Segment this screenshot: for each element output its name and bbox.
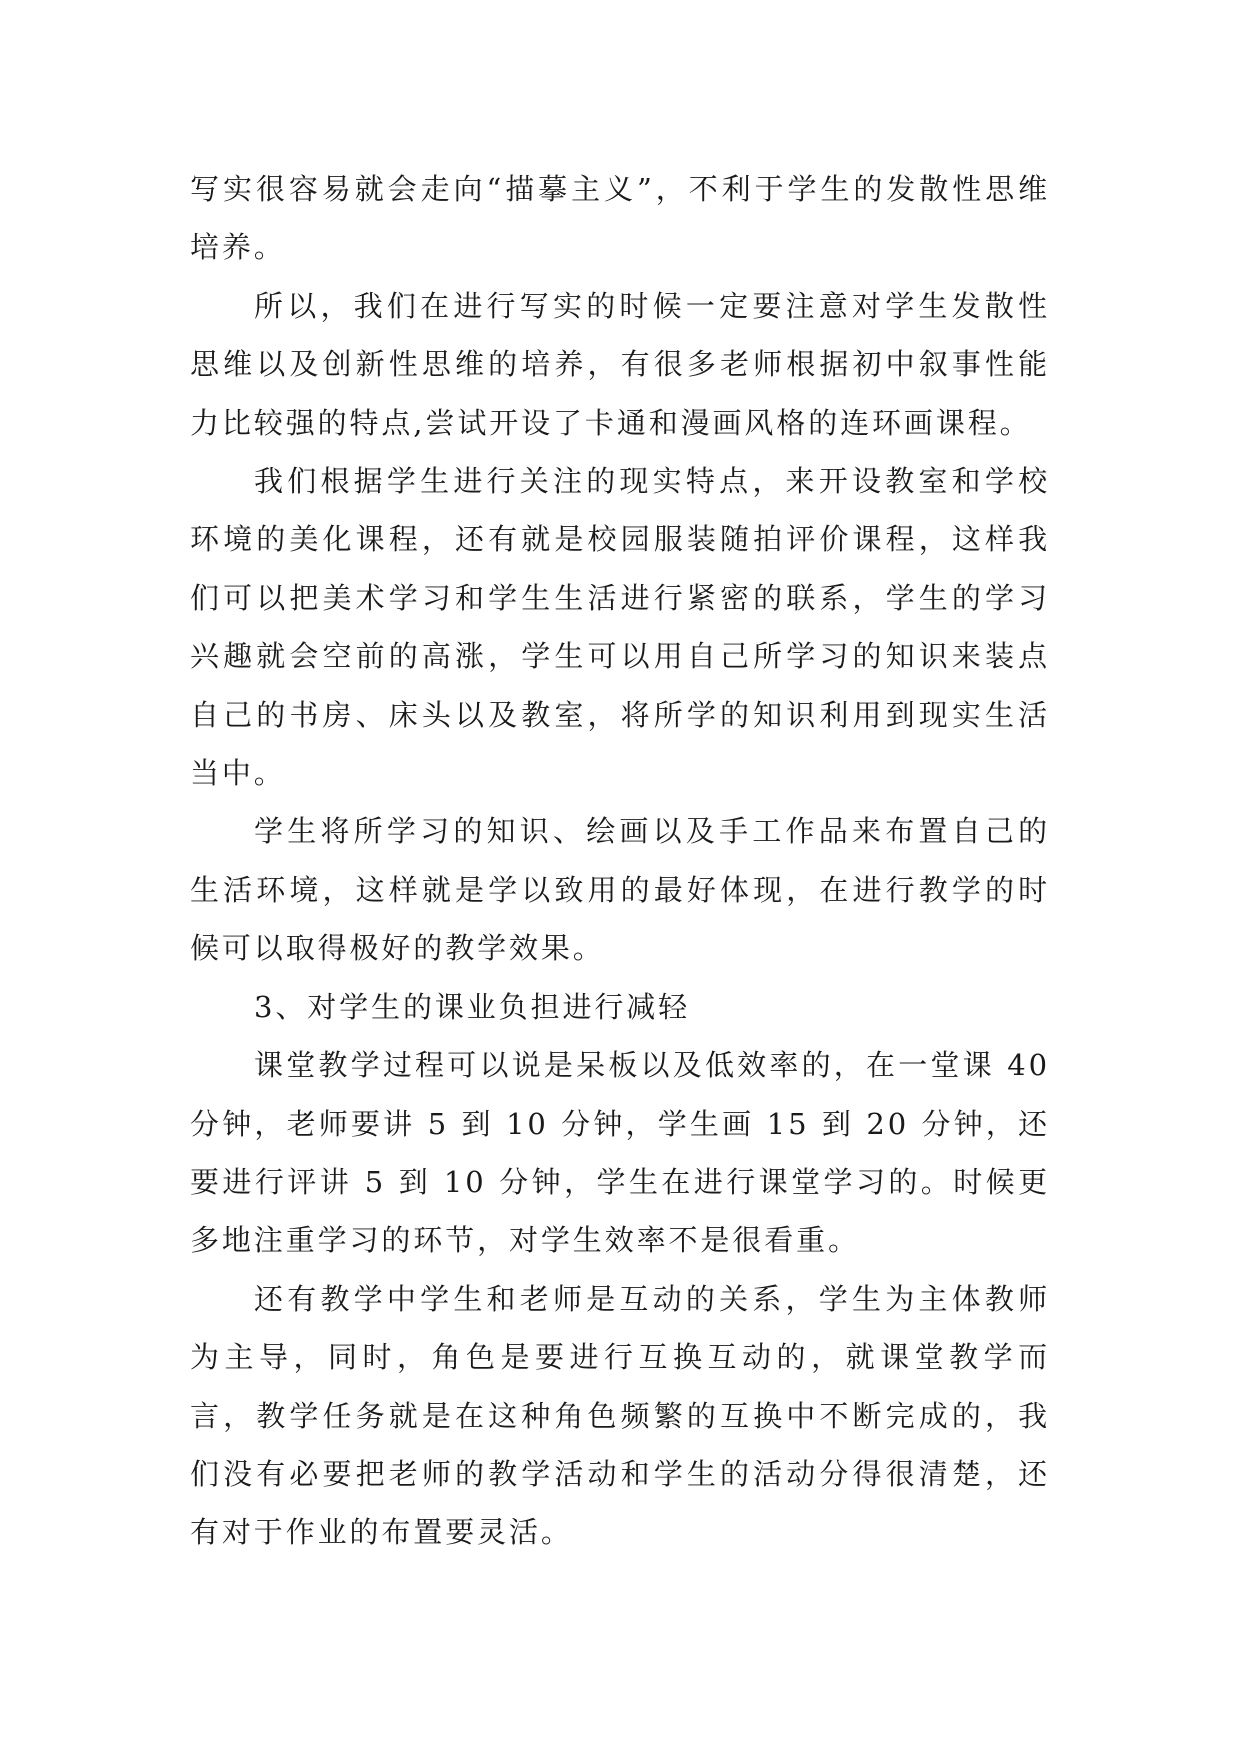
paragraph-2: 所以，我们在进行写实的时候一定要注意对学生发散性思维以及创新性思维的培养，有很多老师根据初中叙事性能力比较强的特点,尝试开设了卡通和漫画风格的连环画课程。 [190, 288, 1050, 440]
paragraph-5: 课堂教学过程可以说是呆板以及低效率的，在一堂课 40 分钟，老师要讲 5 到 10 分钟，学生画 15 到 20 分钟，还要进行评讲 5 到 10 分钟，学生在进行课堂学习的。时候更多地注重学习的环节，对学生效率不是很看重。 [190, 1048, 1050, 1258]
paragraph-6: 还有教学中学生和老师是互动的关系，学生为主体教师为主导，同时，角色是要进行互换互动的，就课堂教学而言，教学任务就是在这种角色频繁的互换中不断完成的，我们没有必要把老师的教学活动和学生的活动分得很清楚，还有对于作业的布置要灵活。 [190, 1281, 1050, 1550]
document-body [190, 160, 1050, 1562]
paragraph-1: 写实很容易就会走向“描摹主义”，不利于学生的发散性思维培养。 [190, 172, 1050, 265]
section-heading: 3、对学生的课业负担进行减轻 [254, 989, 691, 1024]
paragraph-4: 学生将所学习的知识、绘画以及手工作品来布置自己的生活环境，这样就是学以致用的最好体现，在进行教学的时候可以取得极好的教学效果。 [190, 814, 1050, 966]
paragraph-3: 我们根据学生进行关注的现实特点，来开设教室和学校环境的美化课程，还有就是校园服装随拍评价课程，这样我们可以把美术学习和学生生活进行紧密的联系，学生的学习兴趣就会空前的高涨，学生可以用自己所学习的知识来装点自己的书房、床头以及教室，将所学的知识利用到现实生活当中。 [190, 464, 1050, 791]
